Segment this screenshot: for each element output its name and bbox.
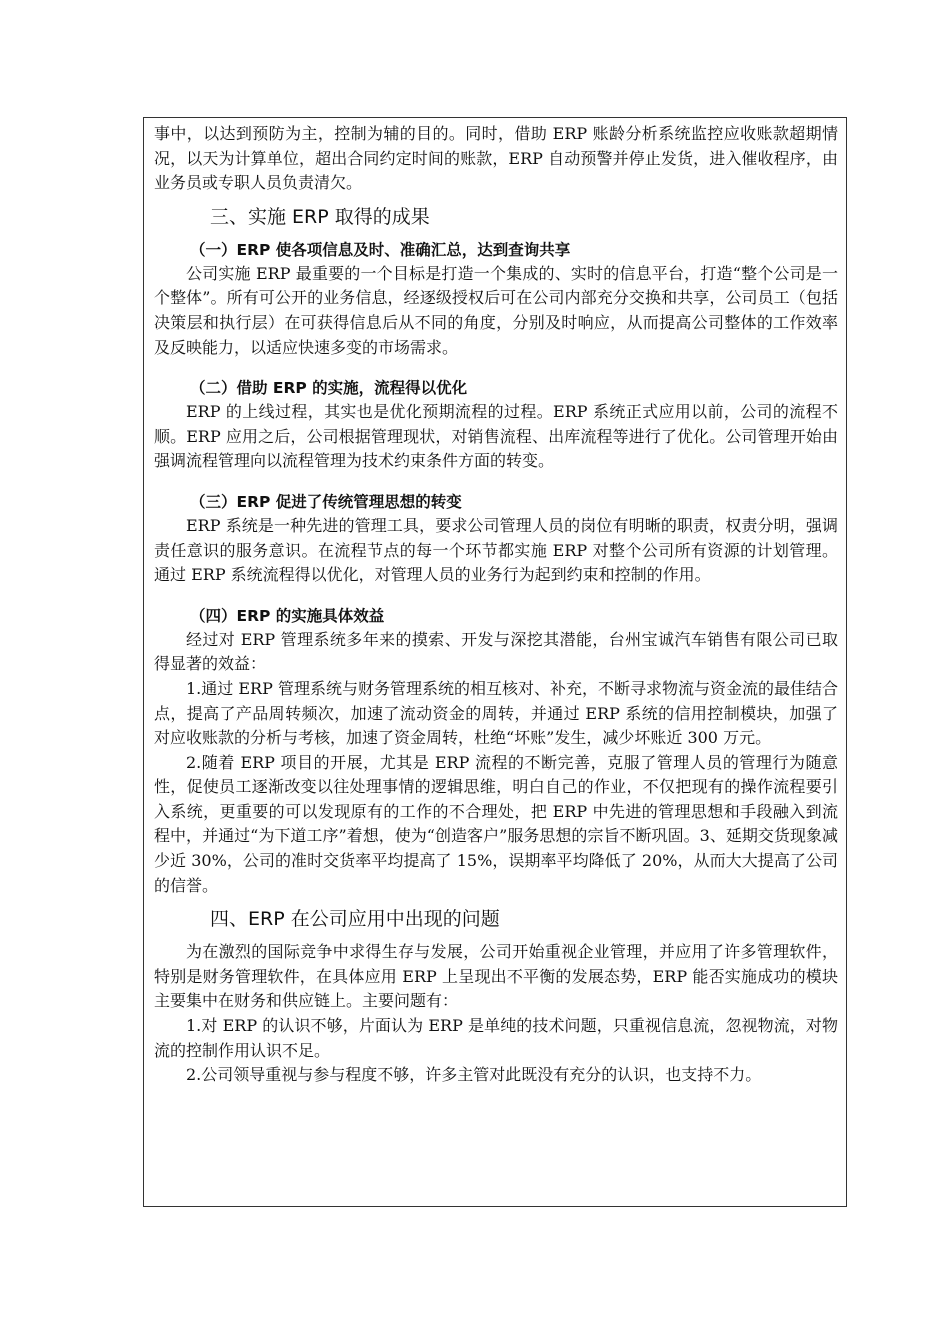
subheading-2: （二）借助 ERP 的实施，流程得以优化 [190,379,468,398]
paragraph-problem-2: 2.公司领导重视与参与程度不够，许多主管对此既没有充分的认识，也支持不力。 [186,1065,762,1085]
subheading-1: （一）ERP 使各项信息及时、准确汇总，达到查询共享 [190,240,571,259]
paragraph-benefit-2: 2.随着 ERP 项目的开展，尤其是 ERP 流程的不断完善，克服了管理人员的管理行为随意性，促使员工逐渐改变以往处理事情的逻辑思维，明白自己的作业，不仅把现有的操作流程要引入系统，更重要的可以发现原有的工作的不合理处，把 ERP 中先进的管理思想和手段融入到流程中，并通过“为下道工序”着想，使为“创造客户”服务思想的宗旨不断巩固。3、延期交货现象减少近 30%，公司的准时交货率平均提高了 15%，误期率平均降低了 20%，从而大大提高了公司的信誉。 [154,752,838,895]
paragraph-continuation: 事中，以达到预防为主，控制为辅的目的。同时，借助 ERP 账龄分析系统监控应收账款超期情况，以天为计算单位，超出合同约定时间的账款，ERP 自动预警并停止发货，进入催收程序，由业务员或专职人员负责清欠。 [154,124,838,193]
paragraph-problem-1: 1.对 ERP 的认识不够，片面认为 ERP 是单纯的技术问题，只重视信息流，忽视物流，对物流的控制作用认识不足。 [154,1016,838,1060]
paragraph-process-optimization: ERP 的上线过程，其实也是优化预期流程的过程。ERP 系统正式应用以前，公司的流程不顺。ERP 应用之后，公司根据管理现状，对销售流程、出库流程等进行了优化。公司管理开始由强调流程管理向以流程管理为技术约束条件方面的转变。 [154,402,838,471]
paragraph-problems-intro: 为在激烈的国际竞争中求得生存与发展，公司开始重视企业管理，并应用了许多管理软件，特别是财务管理软件，在具体应用 ERP 上呈现出不平衡的发展态势，ERP 能否实施成功的模块主要集中在财务和供应链上。主要问题有： [154,942,838,1011]
paragraph-management-thinking: ERP 系统是一种先进的管理工具，要求公司管理人员的岗位有明晰的职责，权责分明，强调责任意识的服务意识。在流程节点的每一个环节都实施 ERP 对整个公司所有资源的计划管理。通过 ERP 系统流程得以优化，对管理人员的业务行为起到约束和控制的作用。 [154,515,838,585]
document-frame [143,117,847,1207]
paragraph-benefits-intro: 经过对 ERP 管理系统多年来的摸索、开发与深挖其潜能，台州宝诚汽车销售有限公司已取得显著的效益： [154,629,838,674]
section-heading-four: 四、ERP 在公司应用中出现的问题 [210,908,500,931]
subheading-4: （四）ERP 的实施具体效益 [190,606,385,625]
section-heading-three: 三、实施 ERP 取得的成果 [210,205,430,228]
subheading-3: （三）ERP 促进了传统管理思想的转变 [190,492,462,511]
paragraph-info-sharing: 公司实施 ERP 最重要的一个目标是打造一个集成的、实时的信息平台，打造“整个公司是一个整体”。所有可公开的业务信息，经逐级授权后可在公司内部充分交换和共享，公司员工（包括决策层和执行层）在可获得信息后从不同的角度，分别及时响应，从而提高公司整体的工作效率及反映能力，以适应快速多变的市场需求。 [154,263,838,357]
paragraph-benefit-1: 1.通过 ERP 管理系统与财务管理系统的相互核对、补充，不断寻求物流与资金流的最佳结合点，提高了产品周转频次，加速了流动资金的周转，并通过 ERP 系统的信用控制模块，加强了对应收账款的分析与考核，加速了资金周转，杜绝“坏账”发生，减少坏账近 300 万元。 [154,678,838,748]
